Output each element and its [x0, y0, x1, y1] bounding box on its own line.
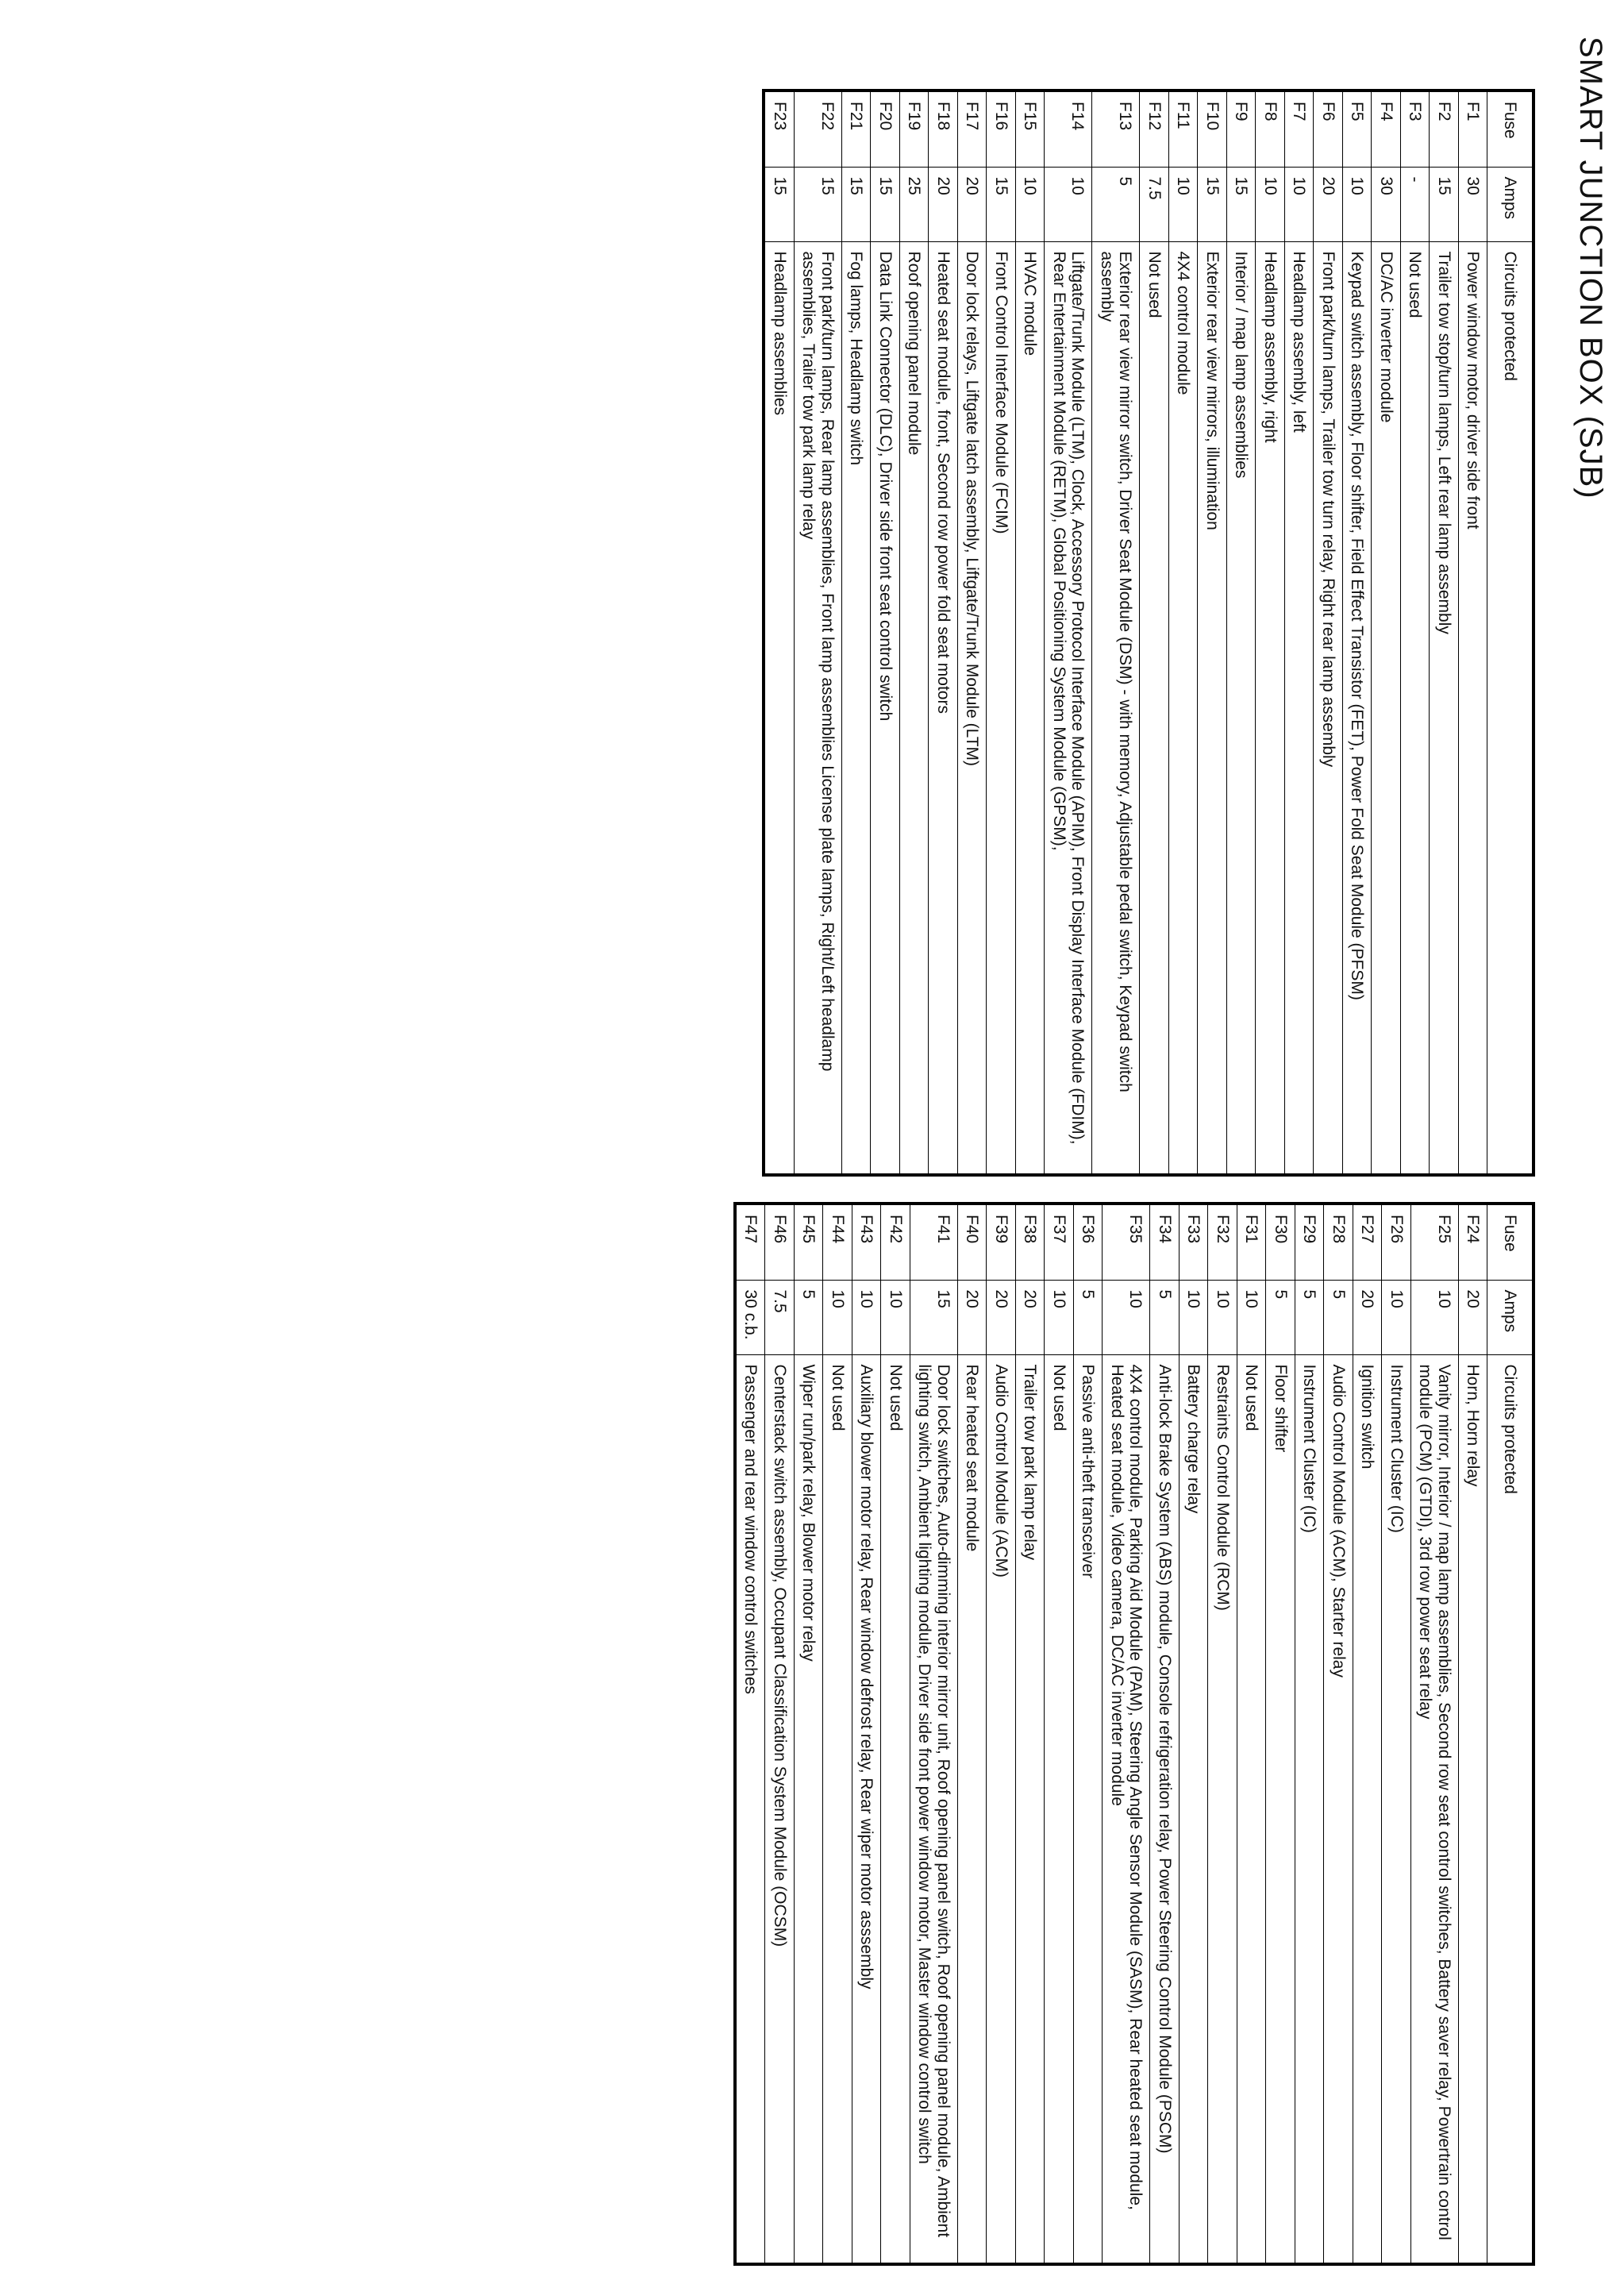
fuse-cell: F23	[764, 91, 794, 167]
table-row	[910, 1204, 957, 2264]
table-row	[1430, 91, 1459, 1175]
table-row	[1045, 91, 1092, 1175]
amps-cell: 15	[794, 167, 841, 241]
circuits-column-header: Circuits protected	[1487, 241, 1534, 1175]
circuits-cell: Not used	[1237, 1354, 1266, 2264]
amps-cell: 10	[1382, 1280, 1411, 1354]
table-row	[871, 91, 900, 1175]
table-row	[1342, 91, 1372, 1175]
fuse-cell: F46	[765, 1204, 795, 1280]
fuse-cell: F8	[1256, 91, 1285, 167]
fuse-cell: F32	[1208, 1204, 1237, 1280]
fuse-cell: F17	[957, 91, 987, 167]
table-row	[1382, 1204, 1411, 2264]
circuits-cell: Front park/turn lamps, Rear lamp assemblies, Front lamp assemblies License plate lamps, Right/Left headlamp assemblies, Trailer tow park lamp relay	[794, 241, 841, 1175]
amps-cell: 15	[841, 167, 871, 241]
table-row	[899, 91, 929, 1175]
table-row	[794, 91, 841, 1175]
circuits-cell: Anti-lock Brake System (ABS) module, Console refrigeration relay, Power Steering Control Module (PSCM)	[1150, 1354, 1180, 2264]
table-row	[1015, 91, 1045, 1175]
circuits-cell: HVAC module	[1015, 241, 1045, 1175]
fuse-cell: F39	[987, 1204, 1016, 1280]
table-row	[764, 91, 794, 1175]
amps-cell: 20	[957, 1280, 987, 1354]
circuits-cell: Power window motor, driver side front	[1458, 241, 1487, 1175]
fuse-table-left	[762, 89, 1535, 1177]
circuits-cell: Wiper run/park relay, Blower motor relay	[794, 1354, 823, 2264]
circuits-cell: Headlamp assembly, right	[1256, 241, 1285, 1175]
circuits-cell: Fog lamps, Headlamp switch	[841, 241, 871, 1175]
circuits-cell: Data Link Connector (DLC), Driver side front seat control switch	[871, 241, 900, 1175]
amps-cell: 30	[1372, 167, 1401, 241]
amps-cell: 5	[1150, 1280, 1180, 1354]
table-row	[1458, 91, 1487, 1175]
amps-cell: 15	[1198, 167, 1227, 241]
fuse-cell: F40	[957, 1204, 987, 1280]
circuits-cell: Not used	[1140, 241, 1169, 1175]
fuse-cell: F42	[881, 1204, 910, 1280]
page-title: SMART JUNCTION BOX (SJB)	[1573, 37, 1608, 499]
fuse-cell: F27	[1353, 1204, 1382, 1280]
circuits-cell: Trailer tow park lamp relay	[1015, 1354, 1045, 2264]
circuits-cell: Exterior rear view mirror switch, Driver Seat Module (DSM) - with memory, Adjustable pedal switch, Keypad switch assembly	[1092, 241, 1140, 1175]
fuse-column-header: Fuse	[1487, 1204, 1534, 1280]
fuse-cell: F31	[1237, 1204, 1266, 1280]
table-row	[1400, 91, 1430, 1175]
amps-column-header: Amps	[1487, 1280, 1534, 1354]
table-row	[1256, 91, 1285, 1175]
circuits-cell: Door lock relays, Liftgate latch assembly, Liftgate/Trunk Module (LTM)	[957, 241, 987, 1175]
circuits-cell: Auxiliary blower motor relay, Rear window defrost relay, Rear wiper motor asssembly	[852, 1354, 881, 2264]
amps-cell: 10	[1208, 1280, 1237, 1354]
amps-cell: -	[1400, 167, 1430, 241]
fuse-cell: F4	[1372, 91, 1401, 167]
table-row	[735, 1204, 765, 2264]
table-row	[1168, 91, 1198, 1175]
fuse-cell: F41	[910, 1204, 957, 1280]
amps-cell: 10	[852, 1280, 881, 1354]
fuse-cell: F29	[1295, 1204, 1324, 1280]
amps-cell: 10	[1045, 167, 1092, 241]
circuits-cell: Passive anti-theft transceiver	[1073, 1354, 1103, 2264]
fuse-cell: F14	[1045, 91, 1092, 167]
fuse-cell: F20	[871, 91, 900, 167]
fuse-cell: F25	[1410, 1204, 1458, 1280]
fuse-cell: F26	[1382, 1204, 1411, 1280]
table-row	[1226, 91, 1256, 1175]
table-row	[1198, 91, 1227, 1175]
circuits-cell: Front Control Interface Module (FCIM)	[987, 241, 1016, 1175]
table-row	[852, 1204, 881, 2264]
fuse-cell: F24	[1458, 1204, 1487, 1280]
amps-cell: 20	[987, 1280, 1016, 1354]
amps-cell: 10	[1256, 167, 1285, 241]
fuse-cell: F47	[735, 1204, 765, 1280]
fuse-cell: F13	[1092, 91, 1140, 167]
fuse-cell: F12	[1140, 91, 1169, 167]
table-row	[1015, 1204, 1045, 2264]
circuits-cell: Floor shifter	[1266, 1354, 1295, 2264]
table-row	[957, 91, 987, 1175]
circuits-cell: 4X4 control module, Parking Aid Module (PAM), Steering Angle Sensor Module (SASM), Rear heated seat module, Heated seat module, Video camera, DC/AC inverter module	[1103, 1354, 1150, 2264]
amps-cell: 5	[1073, 1280, 1103, 1354]
table-row	[1150, 1204, 1180, 2264]
table-row	[957, 1204, 987, 2264]
circuits-cell: Instrument Cluster (IC)	[1295, 1354, 1324, 2264]
table-row	[1324, 1204, 1353, 2264]
circuits-cell: Battery charge relay	[1179, 1354, 1208, 2264]
circuits-cell: Not used	[881, 1354, 910, 2264]
fuse-cell: F5	[1342, 91, 1372, 167]
fuse-cell: F36	[1073, 1204, 1103, 1280]
amps-cell: 5	[1092, 167, 1140, 241]
table-row	[1458, 1204, 1487, 2264]
table-row	[1103, 1204, 1150, 2264]
amps-cell: 10	[1410, 1280, 1458, 1354]
fuse-cell: F6	[1314, 91, 1343, 167]
fuse-cell: F33	[1179, 1204, 1208, 1280]
fuse-cell: F11	[1168, 91, 1198, 167]
table-row	[823, 1204, 852, 2264]
amps-cell: 5	[1295, 1280, 1324, 1354]
amps-cell: 15	[871, 167, 900, 241]
circuits-cell: Instrument Cluster (IC)	[1382, 1354, 1411, 2264]
fuse-column-header: Fuse	[1487, 91, 1534, 167]
fuse-cell: F22	[794, 91, 841, 167]
amps-cell: 20	[1015, 1280, 1045, 1354]
table-row	[1284, 91, 1314, 1175]
table-row	[841, 91, 871, 1175]
amps-cell: 5	[794, 1280, 823, 1354]
fuse-cell: F18	[929, 91, 958, 167]
amps-cell: 15	[764, 167, 794, 241]
circuits-cell: Exterior rear view mirrors, illumination	[1198, 241, 1227, 1175]
fuse-cell: F37	[1045, 1204, 1074, 1280]
circuits-cell: Not used	[1400, 241, 1430, 1175]
fuse-cell: F28	[1324, 1204, 1353, 1280]
circuits-cell: Ignition switch	[1353, 1354, 1382, 2264]
table-row	[1295, 1204, 1324, 2264]
amps-cell: 15	[910, 1280, 957, 1354]
table-row	[765, 1204, 795, 2264]
amps-cell: 25	[899, 167, 929, 241]
amps-cell: 10	[881, 1280, 910, 1354]
circuits-cell: Door lock switches, Auto-dimming interior mirror unit, Roof opening panel switch, Roof opening panel module, Ambient lighting switch, Ambient lighting module, Driver side front power window motor, Master window control switch	[910, 1354, 957, 2264]
fuse-cell: F35	[1103, 1204, 1150, 1280]
circuits-cell: Audio Control Module (ACM), Starter relay	[1324, 1354, 1353, 2264]
table-row	[794, 1204, 823, 2264]
amps-cell: 10	[823, 1280, 852, 1354]
table-row	[881, 1204, 910, 2264]
table-header-row	[1487, 91, 1534, 1175]
fuse-cell: F1	[1458, 91, 1487, 167]
fuse-cell: F15	[1015, 91, 1045, 167]
circuits-cell: 4X4 control module	[1168, 241, 1198, 1175]
fuse-cell: F34	[1150, 1204, 1180, 1280]
amps-cell: 10	[1045, 1280, 1074, 1354]
table-row	[1092, 91, 1140, 1175]
table-row	[987, 91, 1016, 1175]
circuits-cell: Trailer tow stop/turn lamps, Left rear lamp assembly	[1430, 241, 1459, 1175]
amps-cell: 30 c.b.	[735, 1280, 765, 1354]
amps-column-header: Amps	[1487, 167, 1534, 241]
amps-cell: 10	[1179, 1280, 1208, 1354]
amps-cell: 10	[1015, 167, 1045, 241]
table-row	[1073, 1204, 1103, 2264]
amps-cell: 15	[1226, 167, 1256, 241]
amps-cell: 20	[929, 167, 958, 241]
table-row	[1353, 1204, 1382, 2264]
table-row	[1410, 1204, 1458, 2264]
amps-cell: 20	[1353, 1280, 1382, 1354]
table-row	[987, 1204, 1016, 2264]
amps-cell: 10	[1103, 1280, 1150, 1354]
circuits-cell: Front park/turn lamps, Trailer tow turn relay, Right rear lamp assembly	[1314, 241, 1343, 1175]
table-row	[1179, 1204, 1208, 2264]
fuse-cell: F9	[1226, 91, 1256, 167]
amps-cell: 30	[1458, 167, 1487, 241]
amps-cell: 5	[1266, 1280, 1295, 1354]
table-row	[1314, 91, 1343, 1175]
amps-cell: 15	[1430, 167, 1459, 241]
circuits-cell: Interior / map lamp assemblies	[1226, 241, 1256, 1175]
table-row	[1237, 1204, 1266, 2264]
circuits-cell: Passenger and rear window control switches	[735, 1354, 765, 2264]
fuse-table-right	[733, 1202, 1535, 2266]
fuse-cell: F43	[852, 1204, 881, 1280]
circuits-column-header: Circuits protected	[1487, 1354, 1534, 2264]
amps-cell: 15	[987, 167, 1016, 241]
fuse-cell: F21	[841, 91, 871, 167]
amps-cell: 10	[1237, 1280, 1266, 1354]
circuits-cell: Keypad switch assembly, Floor shifter, Field Effect Transistor (FET), Power Fold Seat Module (PFSM)	[1342, 241, 1372, 1175]
circuits-cell: Not used	[823, 1354, 852, 2264]
circuits-cell: Horn, Horn relay	[1458, 1354, 1487, 2264]
fuse-cell: F38	[1015, 1204, 1045, 1280]
circuits-cell: Heated seat module, front, Second row power fold seat motors	[929, 241, 958, 1175]
circuits-cell: DC/AC inverter module	[1372, 241, 1401, 1175]
table-row	[929, 91, 958, 1175]
circuits-cell: Roof opening panel module	[899, 241, 929, 1175]
circuits-cell: Vanity mirror, Interior / map lamp assemblies, Second row seat control switches, Battery saver relay, Powertrain control module (PCM) (GTDI), 3rd row power seat relay	[1410, 1354, 1458, 2264]
table-row	[1208, 1204, 1237, 2264]
fuse-cell: F19	[899, 91, 929, 167]
circuits-cell: Headlamp assembly, left	[1284, 241, 1314, 1175]
amps-cell: 20	[957, 167, 987, 241]
amps-cell: 7.5	[1140, 167, 1169, 241]
amps-cell: 10	[1342, 167, 1372, 241]
circuits-cell: Audio Control Module (ACM)	[987, 1354, 1016, 2264]
amps-cell: 10	[1168, 167, 1198, 241]
fuse-cell: F44	[823, 1204, 852, 1280]
amps-cell: 20	[1314, 167, 1343, 241]
amps-cell: 7.5	[765, 1280, 795, 1354]
circuits-cell: Restraints Control Module (RCM)	[1208, 1354, 1237, 2264]
table-row	[1045, 1204, 1074, 2264]
fuse-cell: F45	[794, 1204, 823, 1280]
fuse-cell: F2	[1430, 91, 1459, 167]
fuse-cell: F3	[1400, 91, 1430, 167]
table-row	[1372, 91, 1401, 1175]
circuits-cell: Headlamp assemblies	[764, 241, 794, 1175]
circuits-cell: Not used	[1045, 1354, 1074, 2264]
circuits-cell: Centerstack switch assembly, Occupant Classification System Module (OCSM)	[765, 1354, 795, 2264]
amps-cell: 20	[1458, 1280, 1487, 1354]
table-row	[1266, 1204, 1295, 2264]
circuits-cell: Rear heated seat module	[957, 1354, 987, 2264]
circuits-cell: Liftgate/Trunk Module (LTM), Clock, Accessory Protocol Interface Module (APIM), Front Display Interface Module (FDIM), Rear Entertainment Module (RETM), Global Positioning System Module (GPSM),	[1045, 241, 1092, 1175]
table-header-row	[1487, 1204, 1534, 2264]
fuse-cell: F16	[987, 91, 1016, 167]
amps-cell: 5	[1324, 1280, 1353, 1354]
fuse-cell: F30	[1266, 1204, 1295, 1280]
fuse-cell: F10	[1198, 91, 1227, 167]
fuse-cell: F7	[1284, 91, 1314, 167]
amps-cell: 10	[1284, 167, 1314, 241]
table-row	[1140, 91, 1169, 1175]
